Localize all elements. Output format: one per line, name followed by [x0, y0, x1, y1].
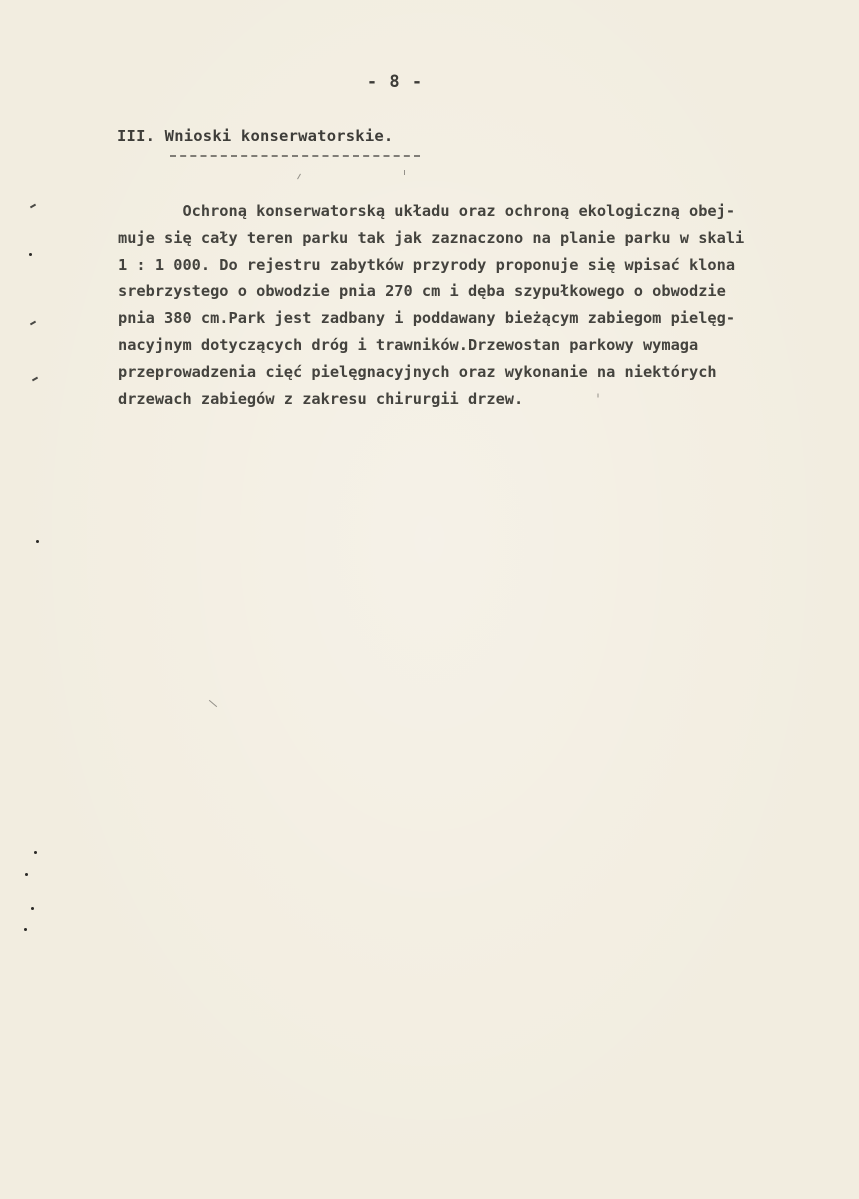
body-paragraph [118, 198, 818, 412]
margin-mark [36, 540, 39, 543]
margin-mark [34, 851, 37, 854]
paragraph-line: drzewach zabiegów z zakresu chirurgii drzew. [118, 389, 524, 408]
paragraph-line: przeprowadzenia cięć pielęgnacyjnych oraz wykonanie na niektórych [118, 362, 717, 381]
margin-mark [30, 321, 36, 326]
paper-speck [209, 700, 217, 707]
margin-mark [25, 873, 28, 876]
section-heading: III. Wnioski konserwatorskie. [117, 127, 394, 145]
paragraph-line: muje się cały teren parku tak jak zaznaczono na planie parku w skali [118, 228, 745, 247]
paragraph-line: Ochroną konserwatorską układu oraz ochroną ekologiczną obej- [118, 202, 736, 220]
margin-mark [31, 907, 34, 910]
page-number: - 8 - [366, 72, 424, 92]
paper-speck [598, 394, 599, 398]
paper-speck [297, 174, 301, 180]
heading-underline [170, 155, 420, 157]
paper-speck [404, 170, 405, 175]
paragraph-line: srebrzystego o obwodzie pnia 270 cm i dęba szypułkowego o obwodzie [118, 282, 726, 301]
margin-mark [29, 253, 32, 256]
paragraph-line: 1 : 1 000. Do rejestru zabytków przyrody proponuje się wpisać klona [118, 255, 736, 274]
margin-mark [24, 928, 27, 931]
margin-mark [30, 204, 36, 209]
paragraph-line: pnia 380 cm.Park jest zadbany i poddawany bieżącym zabiegom pielęg- [118, 309, 736, 328]
paragraph-line: nacyjnym dotyczących dróg i trawników.Drzewostan parkowy wymaga [118, 335, 699, 354]
margin-mark [32, 377, 38, 382]
